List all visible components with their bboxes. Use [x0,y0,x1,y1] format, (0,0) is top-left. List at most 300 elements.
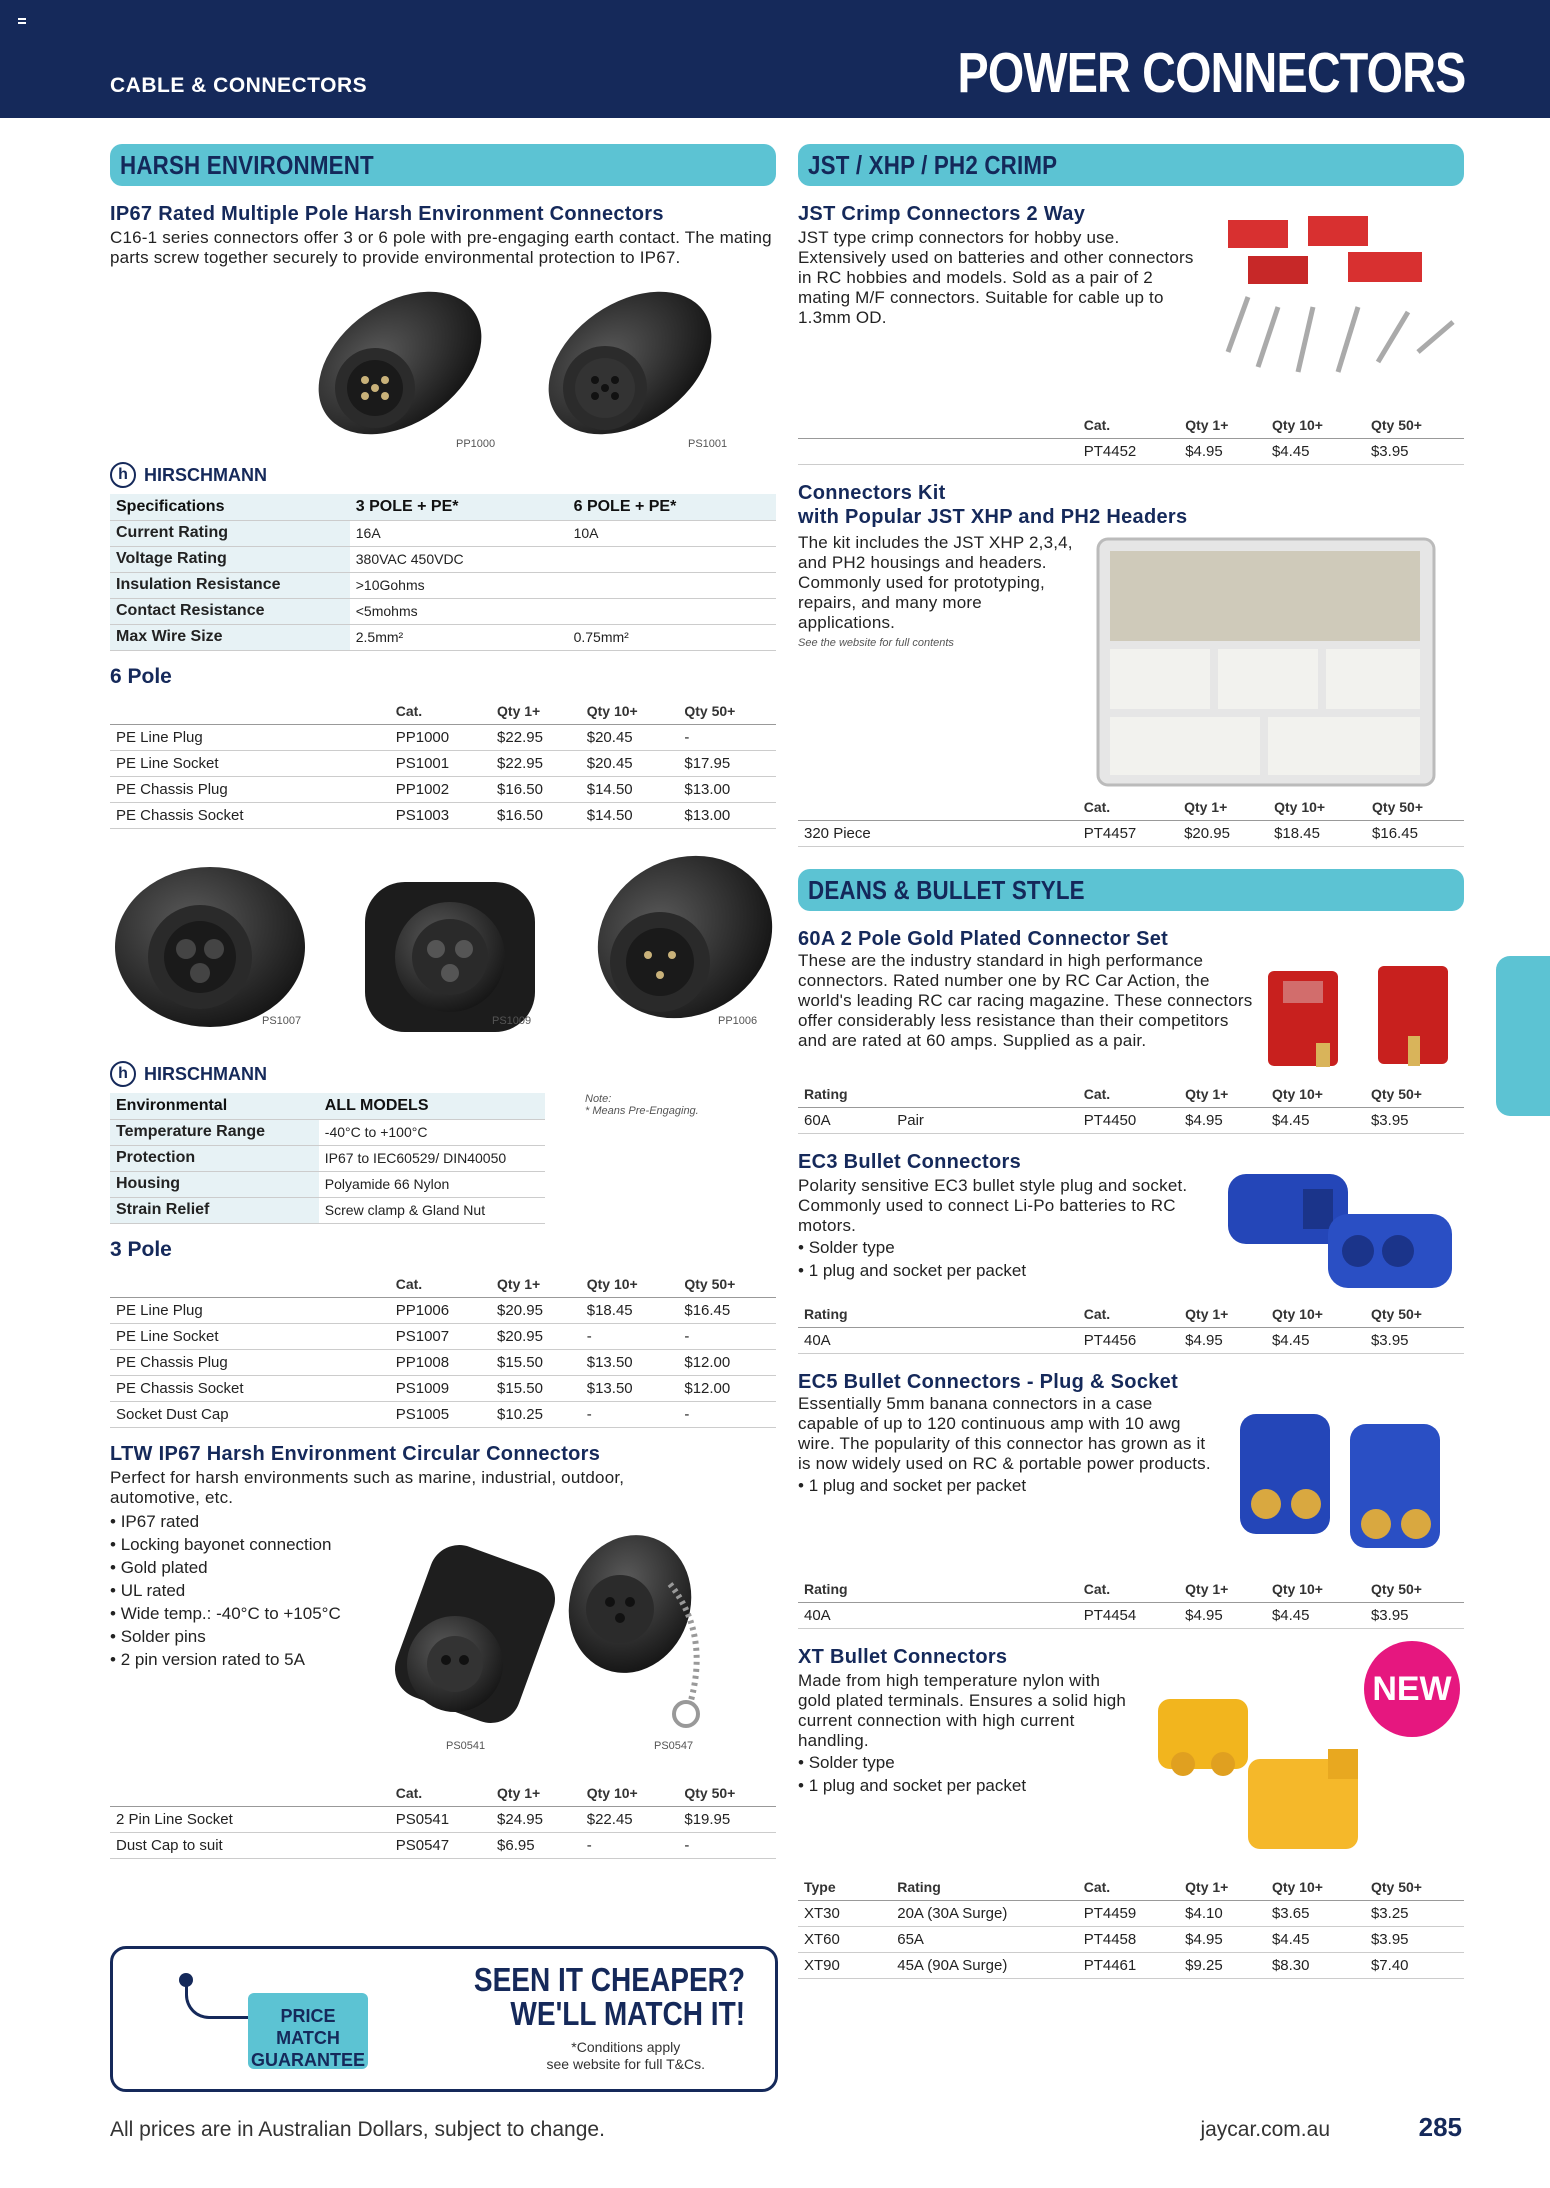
feature-item: • Solder pins [110,1625,360,1648]
ip67-title: IP67 Rated Multiple Pole Harsh Environment Connectors [110,203,664,225]
table-cell: - [581,1324,679,1350]
ltw-price-table [110,1780,776,1859]
ec5-block [798,1354,1464,1576]
left-column [110,144,776,1859]
table-cell: $19.95 [678,1806,776,1832]
table-cell: PP1006 [390,1298,491,1324]
hirschmann-logo-icon: h [110,462,136,488]
table-cell: $13.50 [581,1350,679,1376]
table-cell: $22.95 [491,725,581,751]
table-cell: Socket Dust Cap [110,1402,390,1428]
table-cell: PS1005 [390,1402,491,1428]
table-row [110,1298,776,1324]
jst-title: JST Crimp Connectors 2 Way [798,203,1086,225]
ec5-title: EC5 Bullet Connectors - Plug & Socket [798,1371,1179,1393]
ip67-spec-table [110,494,776,651]
table-cell: $20.95 [1178,821,1268,847]
feature-item: • 1 plug and socket per packet [798,1474,1218,1497]
price-header-cell: Qty 50+ [1365,1081,1464,1107]
table-cell: $14.50 [581,777,679,803]
feature-item: • 1 plug and socket per packet [798,1259,1208,1282]
page-title: POWER CONNECTORS [957,41,1465,105]
price-header-cell: Qty 10+ [581,1272,679,1298]
spec-key: Protection [110,1145,319,1171]
table-cell: 20A (30A Surge) [891,1901,1077,1927]
table-cell: 320 Piece [798,821,1078,847]
spec-value [568,546,776,572]
price-match-conditions [547,2039,705,2073]
table-cell: $4.95 [1179,438,1266,464]
spec-header-row [110,1093,545,1119]
ip67-product-image [110,268,776,458]
spec-value: 0.75mm² [568,624,776,650]
feature-item: • Locking bayonet connection [110,1533,360,1556]
hirschmann-logo-icon: h [110,1061,136,1087]
table-cell [891,1602,1077,1628]
table-cell: PS1007 [390,1324,491,1350]
kit-title-1: Connectors Kit [798,481,946,504]
table-cell: PT4454 [1078,1602,1179,1628]
spec-row [110,546,776,572]
table-cell: $4.45 [1266,1927,1365,1953]
table-cell: $4.95 [1179,1927,1266,1953]
spec-header-cell: Environmental [110,1093,319,1119]
deans-desc: These are the industry standard in high performance connectors. Rated number one by RC Car Action, the world's leading RC car racing magazine. These connectors offer considerably less resistance than their competitors and are rated at 60 amps. Supplied as a pair. [798,951,1253,1050]
table-row [110,725,776,751]
price-match-tag-icon: PRICE MATCH GUARANTEE [248,1993,368,2069]
table-row [798,438,1464,464]
tag-string [185,1979,255,2019]
table-cell: $3.65 [1266,1901,1365,1927]
xt-block [798,1629,1464,1875]
jst-desc: JST type crimp connectors for hobby use. Extensively used on batteries and other connectors in RC hobbies and models. Sold as a pair of 2 mating M/F connectors. Suitable for cable up to 1.3mm OD. [798,228,1194,327]
price-header-cell [891,1576,1077,1602]
price-header-cell: Type [798,1875,891,1901]
spec-row [110,1119,545,1145]
image-code-label: PS1009 [492,1015,532,1027]
feature-item: • 1 plug and socket per packet [798,1774,1128,1797]
table-cell: PP1000 [390,725,491,751]
table-cell: $15.50 [491,1350,581,1376]
table-cell: $24.95 [491,1806,581,1832]
table-cell [891,1328,1077,1354]
deans-title: 60A 2 Pole Gold Plated Connector Set [798,928,1169,950]
table-cell: - [678,1402,776,1428]
table-cell: $3.95 [1365,1927,1464,1953]
table-cell: $18.45 [581,1298,679,1324]
jst-banner: JST / XHP / PH2 CRIMP [798,144,1464,186]
table-row [110,1402,776,1428]
spec-key: Strain Relief [110,1197,319,1223]
xt-title: XT Bullet Connectors [798,1645,1008,1668]
price-header-cell: Qty 10+ [1266,1302,1365,1328]
price-header-cell: Qty 1+ [491,699,581,725]
table-cell: $16.45 [1366,821,1464,847]
spec-value: 16A [350,520,568,546]
table-row [110,1324,776,1350]
table-cell: 40A [798,1602,891,1628]
price-header-cell: Rating [891,1875,1077,1901]
table-row [798,1901,1464,1927]
table-cell: - [678,1832,776,1858]
table-cell: $4.45 [1266,1328,1365,1354]
table-cell: $9.25 [1179,1953,1266,1979]
spec-key: Voltage Rating [110,546,350,572]
website-link[interactable]: jaycar.com.au [1200,2118,1330,2141]
table-row [110,1350,776,1376]
table-row [110,751,776,777]
image-code-label: PP1000 [456,438,496,450]
ltw-desc: Perfect for harsh environments such as marine, industrial, outdoor, automotive, etc. [110,1468,625,1507]
kit-title-2: with Popular JST XHP and PH2 Headers [798,505,1188,528]
spec-row [110,1171,545,1197]
menu-icon[interactable] [18,18,26,24]
table-cell: $17.95 [678,751,776,777]
ec3-price-table [798,1302,1464,1355]
price-header-cell [110,699,390,725]
spec-row [110,624,776,650]
table-cell: $10.25 [491,1402,581,1428]
price-header-cell: Qty 50+ [1365,1302,1464,1328]
table-cell: $12.00 [678,1350,776,1376]
table-cell: PP1002 [390,777,491,803]
table-cell: PE Chassis Socket [110,803,390,829]
table-cell: $16.50 [491,777,581,803]
ec3-title: EC3 Bullet Connectors [798,1150,1021,1173]
spec-value [568,572,776,598]
price-header-cell: Qty 1+ [1178,795,1268,821]
price-header-row [798,1576,1464,1602]
price-header-cell: Cat. [1078,412,1179,438]
price-header-cell [891,1302,1077,1328]
price-header-cell: Qty 1+ [491,1780,581,1806]
table-row [798,1927,1464,1953]
six-pole-price-table [110,699,776,830]
table-cell: $22.45 [581,1806,679,1832]
table-cell: $3.95 [1365,438,1464,464]
table-cell: - [581,1832,679,1858]
price-header-cell: Qty 50+ [678,1780,776,1806]
spec-value: -40°C to +100°C [319,1119,545,1145]
ec5-connector-image [1228,1394,1464,1564]
image-code-label: PS0541 [446,1740,486,1752]
table-cell: 60A [798,1107,891,1133]
price-header-cell: Qty 50+ [1366,795,1464,821]
table-row [110,1376,776,1402]
table-cell: XT30 [798,1901,891,1927]
table-cell: $4.95 [1179,1602,1266,1628]
spec-key: Insulation Resistance [110,572,350,598]
table-cell: PT4457 [1078,821,1178,847]
table-cell: $14.50 [581,803,679,829]
table-cell: $7.40 [1365,1953,1464,1979]
ltw-feature-list [110,1510,360,1671]
spec-row [110,572,776,598]
table-cell: PT4452 [1078,438,1179,464]
price-header-cell: Qty 50+ [1365,412,1464,438]
table-cell: XT90 [798,1953,891,1979]
table-cell: Dust Cap to suit [110,1832,390,1858]
table-cell: PE Chassis Socket [110,1376,390,1402]
table-cell: $20.95 [491,1298,581,1324]
table-cell: $8.30 [1266,1953,1365,1979]
table-cell: $4.10 [1179,1901,1266,1927]
table-cell: PS0541 [390,1806,491,1832]
price-header-row [798,412,1464,438]
price-header-cell: Cat. [1078,1081,1179,1107]
kit-block [798,465,1464,795]
spec-row [110,598,776,624]
table-cell: PS0547 [390,1832,491,1858]
price-header-cell: Qty 10+ [1266,1081,1365,1107]
price-disclaimer: All prices are in Australian Dollars, subject to change. [110,2118,605,2141]
three-pole-connector-image [110,837,776,1059]
price-header-cell [798,412,1078,438]
price-header-cell: Qty 10+ [1266,1576,1365,1602]
spec-header-cell: Specifications [110,494,350,520]
new-badge: NEW [1364,1641,1460,1737]
table-cell: $12.00 [678,1376,776,1402]
table-cell [798,438,1078,464]
xt-price-table [798,1875,1464,1980]
jst-crimp-image [1208,212,1464,397]
price-header-cell: Qty 1+ [1179,1081,1266,1107]
price-header-cell: Rating [798,1576,891,1602]
kit-desc: The kit includes the JST XHP 2,3,4, and PH2 housings and headers. Commonly used for prototyping, repairs, and many more applications. [798,532,1073,632]
note-text: * Means Pre-Engaging. [585,1105,699,1117]
price-header-row [798,1081,1464,1107]
kit-note: See the website for full contents [798,636,954,649]
table-cell: PS1009 [390,1376,491,1402]
table-row [110,803,776,829]
price-header-cell: Cat. [390,1272,491,1298]
image-code-label: PS1007 [262,1015,302,1027]
table-cell: PE Chassis Plug [110,1350,390,1376]
price-header-cell: Qty 1+ [1179,1302,1266,1328]
spec-row [110,1197,545,1223]
table-cell: $13.00 [678,777,776,803]
table-row [798,1953,1464,1979]
table-cell: $20.45 [581,725,679,751]
table-cell: $3.95 [1365,1107,1464,1133]
spec-key: Contact Resistance [110,598,350,624]
ltw-title: LTW IP67 Harsh Environment Circular Connectors [110,1443,601,1465]
six-pole-heading: 6 Pole [110,664,172,688]
table-cell: 65A [891,1927,1077,1953]
price-header-row [110,1780,776,1806]
table-cell: $16.45 [678,1298,776,1324]
feature-item: • UL rated [110,1579,360,1602]
table-cell: $20.95 [491,1324,581,1350]
environment-block [110,1093,776,1224]
table-cell: PT4456 [1078,1328,1179,1354]
spec-value: 380VAC 450VDC [350,546,568,572]
three-pole-price-table [110,1272,776,1429]
table-row [110,777,776,803]
three-pole-heading: 3 Pole [110,1237,172,1261]
table-cell: PS1003 [390,803,491,829]
xt-desc: Made from high temperature nylon with gold plated terminals. Ensures a solid high current connection with high current handling. [798,1670,1127,1750]
price-match-headline-1: SEEN IT CHEAPER? [473,1961,745,1998]
price-header-cell: Rating [798,1302,891,1328]
price-header-cell: Cat. [390,1780,491,1806]
spec-value: IP67 to IEC60529/ DIN40050 [319,1145,545,1171]
ec3-feature-list [798,1236,1208,1282]
jst-block [798,202,1464,412]
hirschmann-brand [110,1061,776,1087]
table-cell: $3.25 [1365,1901,1464,1927]
price-header-cell: Qty 1+ [1179,1875,1266,1901]
price-header-cell: Qty 10+ [1266,412,1365,438]
table-cell: $18.45 [1268,821,1366,847]
price-header-row [798,1302,1464,1328]
table-cell: - [581,1402,679,1428]
deans-price-table [798,1081,1464,1134]
table-row [110,1832,776,1858]
pre-engaging-note [585,1093,699,1117]
table-cell: $3.95 [1365,1328,1464,1354]
table-cell: PS1001 [390,751,491,777]
ltw-block [110,1508,776,1780]
table-cell: $4.95 [1179,1328,1266,1354]
page-number: 285 [1418,2112,1462,2142]
harsh-environment-banner: HARSH ENVIRONMENT [110,144,776,186]
ec3-block [798,1134,1464,1302]
brand-name: HIRSCHMANN [144,1063,267,1084]
price-header-cell: Qty 10+ [581,699,679,725]
table-cell: $4.45 [1266,438,1365,464]
table-cell: PT4461 [1078,1953,1179,1979]
spec-row [110,520,776,546]
table-cell: $4.95 [1179,1107,1266,1133]
table-row [798,1602,1464,1628]
feature-item: • Solder type [798,1236,1208,1259]
ec5-price-table [798,1576,1464,1629]
spec-key: Temperature Range [110,1119,319,1145]
spec-key: Housing [110,1171,319,1197]
table-cell: PT4458 [1078,1927,1179,1953]
three-pole-product-image [110,837,776,1059]
ec3-connector-image [1218,1154,1464,1294]
feature-item: • IP67 rated [110,1510,360,1533]
table-cell: $20.45 [581,751,679,777]
spec-value [568,598,776,624]
image-code-label: PP1006 [718,1015,758,1027]
spec-value: 2.5mm² [350,624,568,650]
table-cell: PT4459 [1078,1901,1179,1927]
price-header-cell: Qty 1+ [1179,412,1266,438]
table-cell: $3.95 [1365,1602,1464,1628]
table-cell: 40A [798,1328,891,1354]
environmental-table [110,1093,545,1224]
price-header-cell [110,1780,390,1806]
deans-banner: DEANS & BULLET STYLE [798,869,1464,911]
conditions-line: *Conditions apply [571,2039,681,2055]
spec-value: Polyamide 66 Nylon [319,1171,545,1197]
side-index-tab[interactable] [1496,956,1550,1116]
table-cell: $4.45 [1266,1107,1365,1133]
price-header-cell: Cat. [1078,1302,1179,1328]
table-cell: 2 Pin Line Socket [110,1806,390,1832]
price-header-cell: Cat. [390,699,491,725]
spec-header-cell: ALL MODELS [319,1093,545,1119]
right-column [798,144,1464,1979]
price-match-banner[interactable] [110,1946,778,2092]
price-header-cell [110,1272,390,1298]
spec-row [110,1145,545,1171]
price-header-cell: Qty 50+ [678,1272,776,1298]
table-cell: PE Line Plug [110,1298,390,1324]
price-header-cell: Qty 1+ [491,1272,581,1298]
feature-item: • 2 pin version rated to 5A [110,1648,360,1671]
price-header-cell: Cat. [1078,795,1178,821]
xt-feature-list [798,1751,1128,1797]
spec-key: Current Rating [110,520,350,546]
xt-connector-image [1128,1689,1378,1869]
jst-price-table [798,412,1464,465]
table-cell: XT60 [798,1927,891,1953]
table-cell: PE Line Socket [110,751,390,777]
spec-value: 10A [568,520,776,546]
table-cell: $15.50 [491,1376,581,1402]
feature-item: • Wide temp.: -40°C to +105°C [110,1602,360,1625]
table-cell: Pair [891,1107,1077,1133]
price-header-cell [891,1081,1077,1107]
price-header-cell: Qty 10+ [581,1780,679,1806]
price-header-cell: Qty 10+ [1268,795,1366,821]
top-bar [0,0,1550,118]
spec-value: <5mohms [350,598,568,624]
table-cell: - [678,1324,776,1350]
table-row [110,1806,776,1832]
section-label: CABLE & CONNECTORS [110,74,368,97]
image-code-label: PS1001 [688,438,728,450]
table-cell: PP1008 [390,1350,491,1376]
harsh-connector-image [110,268,776,458]
deans-connector-image [1258,951,1464,1077]
price-match-headline-2: WE'LL MATCH IT! [510,1995,745,2032]
price-header-row [798,795,1464,821]
price-header-cell: Rating [798,1081,891,1107]
note-label: Note: [585,1093,612,1105]
table-cell: PT4450 [1078,1107,1179,1133]
price-header-cell [798,795,1078,821]
table-cell: $6.95 [491,1832,581,1858]
price-header-cell: Qty 50+ [678,699,776,725]
deans-block [798,911,1464,1081]
price-header-cell: Qty 50+ [1365,1576,1464,1602]
price-header-row [798,1875,1464,1901]
table-cell: $22.95 [491,751,581,777]
conditions-line: see website for full T&Cs. [546,2056,705,2072]
ec3-desc: Polarity sensitive EC3 bullet style plug and socket. Commonly used to connect Li-Po batteries to RC motors. [798,1175,1188,1235]
price-header-cell: Cat. [1078,1576,1179,1602]
table-cell: $16.50 [491,803,581,829]
ip67-desc: C16-1 series connectors offer 3 or 6 pole with pre-engaging earth contact. The mating parts screw together securely to provide environmental protection to IP67. [110,228,772,267]
table-cell: 45A (90A Surge) [891,1953,1077,1979]
spec-value: Screw clamp & Gland Nut [319,1197,545,1223]
table-row [798,1107,1464,1133]
table-cell: PE Line Plug [110,725,390,751]
kit-price-table [798,795,1464,848]
spec-header-cell: 3 POLE + PE* [350,494,568,520]
kit-box-image [1096,537,1436,787]
price-header-row [110,1272,776,1298]
spec-header-cell: 6 POLE + PE* [568,494,776,520]
table-cell: PE Line Socket [110,1324,390,1350]
ec5-feature-list [798,1474,1218,1497]
image-code-label: PS0547 [654,1740,694,1752]
